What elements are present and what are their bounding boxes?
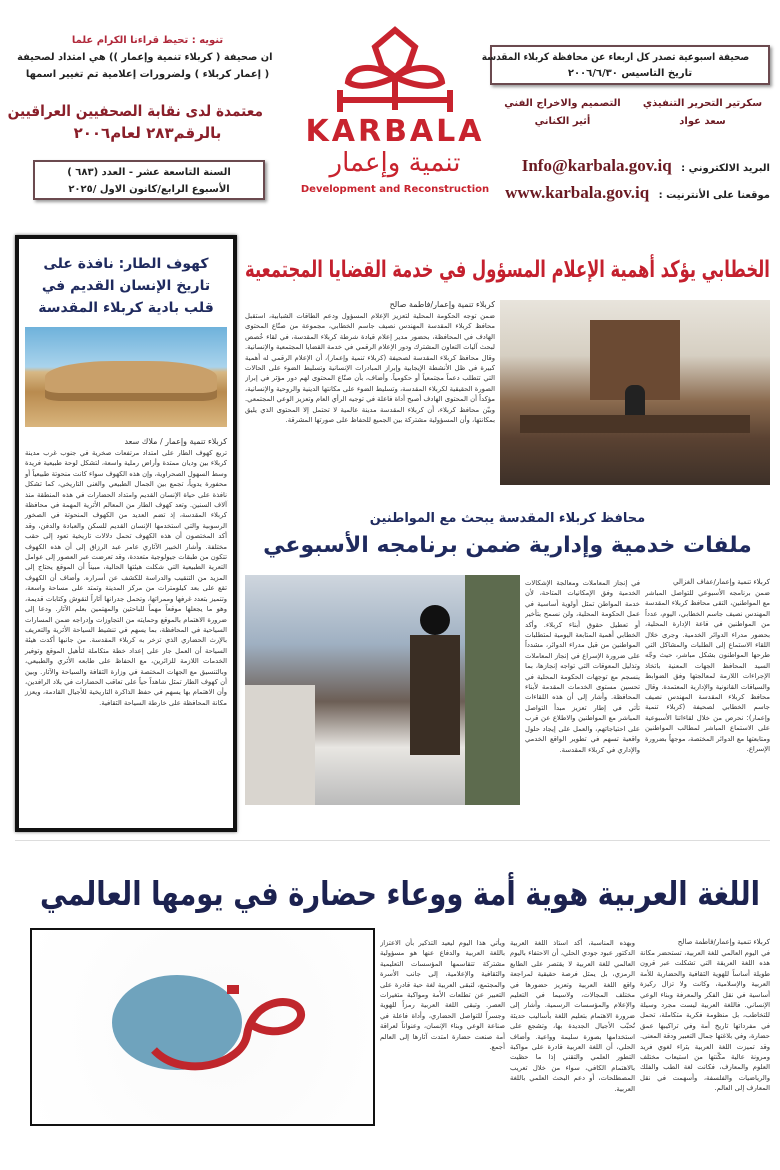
founding-date: تاريخ التاسيس ٢٠٠٦/٦/٣٠ [567,68,693,79]
issue-number: السنة التاسعة عشر - العدد (٦٨٣ ) [67,167,231,178]
article-3-column-1 [640,938,770,1163]
article-3-body: ويأتي هذا اليوم ليعيد التذكير بأن الاعتزاز باللغة العربية والدفاع عنها هو مسؤولية مشتركة تتقاسمها المؤسسات التعليمية والثقافية والإعلامية، إلى جانب الأسرة والمجتمع، لتبقى العربية لغة حية قادرة على التعبير عن تطلعات الأمة ومواكبة متغيرات العصر. وتبقى اللغة العربية رمزاً للهوية وجسراً للتواصل الحضاري، وأداة فاعلة في صناعة الوعي وبناء الإنسان، وعنواناً لعراقة أمة صنعت حضارة امتدت آثارها إلى العالم أجمع. [380,939,505,1052]
article-3-byline: كربلاء تنمية وإعمار/فاطمة صالح [677,938,770,946]
accreditation-line: معتمدة لدى نقابة الصحفيين العراقيين [7,102,264,120]
notice-line: ان صحيفة ( كربلاء تنمية وإعمار )) هي امتداد لصحيفة [17,52,273,63]
article-2-body: في إنجاز المعاملات ومعالجة الإشكالات الخدمية وفق الإمكانيات المتاحة، لأن خدمة المواطن تمثل أولوية أساسية في عمل الحكومة المحلية، ولن نسمح بتأخير أو تعطيل حقوق أبناء كربلاء. وأكد الخطابي أهمية المتابعة اليومية لمتطلبات المواطنين من قبل مدراء الدوائر، مشدداً على ضرورة الإسراع في إنجاز المعاملات وتذليل المعوقات التي تواجه إنجازها، بما ينسجم مع توجهات الحكومة المحلية في تحسين مستوى الخدمات المقدمة لأبناء المحافظة. وأشار إلى أن هذه اللقاءات تأتي في إطار تعزيز مبدأ التواصل المباشر مع المواطنين والاطلاع عن قرب على احتياجاتهم، والعمل على إيجاد حلول واقعية تسهم في تطوير الواقع الخدمي والإداري في كربلاء المقدسة. [525,579,640,754]
notice-line: ( إعمار كربلاء ) ولضرورات إعلامية تم تغيير اسمها [25,69,270,80]
dad-letter-icon [32,930,375,1126]
article-3-body: في اليوم العالمي للغة العربية، تستحضر مكانة هذه اللغة العريقة التي تشكلت عبر قرون طويلة أساساً للهوية الثقافية والحضارية للأمة العربية والإسلامية، وكانت ولا تزال ركيزة أساسية في نقل الفكر والمعرفة وبناء الوعي الإنساني. فاللغة العربية ليست مجرد وسيلة للتخاطب، بل منظومة فكرية متكاملة، تحمل في مفرداتها تاريخ أمة وفي تراكيبها عمق حضارة، وفي بلاغتها جمال التعبير ودقة المعنى. وقد تميزت اللغة العربية بثراء لغوي فريد ومرونة عالية مكّنتها من استيعاب مختلف العلوم والمعارف، فكانت لغة الطب والفلك والرياضيات والفلسفة، وأسهمت في نقل المعارف إلى العالم. [640,949,770,1093]
website-link[interactable]: www.karbala.gov.iq [505,183,650,202]
meeting-photo [500,300,770,485]
staff-role: التصميم والاخراج الفني [504,98,621,109]
email-link[interactable]: Info@karbala.gov.iq [521,156,672,175]
notice-lead: تنويه : تحيط قراءنا الكرام علما [71,35,224,46]
lotus-emblem-icon [300,22,490,117]
article-2-byline: كربلاء تنمية وإعمار/عفاف الغزالي [672,578,770,586]
karbala-logo [300,22,490,202]
logo-english-subtitle: Development and Reconstruction [300,184,490,195]
article-2-column-2 [525,578,640,808]
arabic-calligraphy-image [30,928,375,1126]
issue-info-box [33,160,265,200]
sidebar-byline: كربلاء تنمية وإعمار / ملاك سعد [124,437,227,446]
email-label: البريد الالكتروني : [681,163,770,174]
article-3-column-2 [510,938,635,1163]
article-2-column-1 [645,578,770,808]
article-2-kicker: محافظ كربلاء المقدسة يبحث مع المواطنين [369,511,646,526]
article-1-headline: الخطابي يؤكد أهمية الإعلام المسؤول في خدمة القضايا المجتمعية [245,257,770,283]
article-3-column-3 [380,938,505,1163]
logo-arabic-subtitle: تنمية وإعمار [329,148,461,178]
article-1-body: ضمن توجه الحكومة المحلية لتعزيز الإعلام المسؤول ودعم الطاقات الشبابية، استقبل محافظ كربلاء المقدسة المهندس نصيف جاسم الخطابي، مجموعة من صنّاع المحتوى الهادف في المحافظة، بحضور مدير إعلام قيادة شرطة كربلاء المقدسة، في لقاء خُصص لبحث آليات التعاون المشترك ودور الإعلام الرقمي في خدمة القضايا المجتمعية والإنسانية. وقال محافظ كربلاء المقدسة لصحيفة (كربلاء تنمية وإعمار)، أن الإعلام الرقمي له أهمية كبيرة في ظل الأنشطة الإيجابية وإبراز المبادرات الإنسانية وتسليط الضوء على الحالات التي تتطلب دعماً مجتمعياً أو حكومياً. وأضاف، بأن صنّاع المحتوى لهم دور مؤثر في إبراز الصورة الحقيقية لكربلاء المقدسة، وتسليط الضوء على مكانتها الدينية والروحية والإنسانية، مؤكداً أن المحتوى الهادف أصبح أداة فاعلة في توجيه الرأي العام وتعزيز الوعي المجتمعي. وبيّن محافظ كربلاء، أن كربلاء المقدسة مدينة عالمية لا تحتمل إلا المحتوى الذي يليق بمكانتها، وأن المسؤولية مشتركة بين الجميع للحفاظ على صورتها المشرقة. [245,312,495,425]
accreditation [7,100,275,144]
publication-info-box [481,45,770,85]
article-1-text [245,300,495,490]
article-1-byline: كربلاء تنمية وإعمار/فاطمة صالح [389,300,495,309]
name-change-notice [17,32,275,83]
publication-frequency: صحيفة اسبوعية تصدر كل اربعاء عن محافظة كربلاء المقدسة [481,52,750,63]
section-divider [15,840,770,841]
article-2-headline: ملفات خدمية وإدارية ضمن برنامجه الأسبوعي [263,533,752,558]
staff-credit [495,95,630,131]
staff-name: أثير الكناني [534,116,591,127]
sidebar-article [15,235,237,832]
desert-caves-photo [25,327,227,427]
governor-meeting-photo [245,575,520,805]
accreditation-number: بالرقم٢٨٣ لعام٢٠٠٦ [73,124,222,142]
staff-credit [635,95,770,131]
sidebar-headline: كهوف الطار: نافذة على تاريخ الإنسان القديم في قلب بادية كربلاء المقدسة [38,256,214,316]
email-contact [490,155,770,180]
article-3-body: وبهذه المناسبة، أكد استاذ اللغة العربية الدكتور عبود جودي الحلي، أن الاحتفاء باليوم العالمي للغة العربية لا يقتصر على الطابع الرمزي، بل يمثل فرصة حقيقية لمراجعة واقع اللغة العربية وتعزيز حضورها في مختلف المجالات، ولاسيما في التعليم والإعلام والمؤسسات الرسمية. وأشار إلى ضرورة الاهتمام بتعليم اللغة بأساليب حديثة تُحبّب الأجيال الجديدة بها، وتشجع على استخدامها بصورة سليمة وواعية. وأضاف الحلي، أن اللغة العربية قادرة على مواكبة التطور العلمي والتقني إذا ما حظيت بالاهتمام الكافي، سواء من خلال تعريب المصطلحات، أو دعم البحث العلمي باللغة العربية. [510,939,635,1093]
staff-role: سكرتير التحرير التنفيذي [642,98,763,109]
sidebar-body: تربع كهوف الطار على امتداد مرتفعات صخرية في جنوب غرب مدينة كربلاء بين وديان ممتدة وأراض رملية واسعة، لتشكل لوحة طبيعية فريدة وسط السهول الصحراوية، وإن هذه الكهوف سواء كانت منحوتة طبيعياً أو محفورة يدوياً، تجمع بين الجمال الطبيعي والغنى التاريخي، كما تشكل نافذة على حياة الإنسان القديم وامتداد الحضارات في هذه المنطقة منذ آلاف السنين. وتعد كهوف الطار من المعالم الأثرية المهمة في محافظة كربلاء المقدسة، إذ تضم العديد من الكهوف المنحوتة في الصخور الرسوبية والتي استخدمها الإنسان القديم للسكن والعبادة والدفن، وقد أكد المختصون أن هذه الكهوف تحمل دلالات تاريخية تعود إلى حقب مختلفة. وأشار الخبير الآثاري عامر عبد الرزاق إلى أن هذه الكهوف تتكون من طبقات جيولوجية متعددة، وقد تعرضت عبر العصور إلى عوامل التعرية الطبيعية التي شكلت هيئتها الحالية، مبيناً أن الموقع يحتاج إلى المزيد من التنقيب والدراسة للكشف عن أسراره. وأضاف أن الكهوف تقع على بعد كيلومترات من مركز المدينة وتمتد على مساحة واسعة، وتتميز بتعدد غرفها وممراتها، وتحمل جدرانها آثاراً لنقوش وكتابات قديمة، وهو ما يجعلها موقعاً مهماً للباحثين والمهتمين بعلم الآثار. ودعا إلى ضرورة الاهتمام بالموقع وحمايته من التجاوزات وإدراجه ضمن المسارات السياحية في المحافظة، بما يسهم في تنشيط السياحة الأثرية والتعريف بالإرث الحضاري الذي تزخر به كربلاء المقدسة. من جانبها أكدت هيئة السياحة أن العمل جار على إعداد خطة متكاملة لتأهيل الموقع وتوفير الخدمات اللازمة للزائرين، مع الحفاظ على طابعه الأثري والطبيعي، وبالتنسيق مع الجهات المختصة في وزارة الثقافة والسياحة والآثار. وبين أن كهوف الطار تمثل شاهداً حياً على تعاقب الحضارات في بلاد الرافدين، وأن الاهتمام بها يسهم في حفظ الذاكرة التاريخية للأجيال القادمة، ويعزز مكانة المحافظة على خارطة السياحة الثقافية. [25,449,227,707]
article-2-body: ضمن برنامجه الأسبوعي للتواصل المباشر مع المواطنين، التقى محافظ كربلاء المقدسة المهندس نصيف جاسم الخطابي، اليوم، عدداً من المواطنين في قاعة الإدارة المحلية، بحضور مدراء الدوائر الخدمية. وجرى خلال اللقاء الاستماع إلى الطلبات والمشاكل التي طرحها المواطنون بشكل مباشر، حيث وجّه السيد المحافظ الجهات المعنية باتخاذ الإجراءات اللازمة لمعالجتها وفق الضوابط والسياقات القانونية والإدارية المعتمدة. وقال محافظ كربلاء المقدسة المهندس نصيف جاسم الخطابي لصحيفة (كربلاء تنمية وإعمار): نحرص من خلال لقاءاتنا الأسبوعية على الاستماع المباشر لمطالب المواطنين ومتابعتها مع الدوائر المختصة، موجهاً بضرورة الإسراع. [645,589,770,754]
staff-name: سعد عواد [679,116,726,127]
website-label: موقعنا على الأنترنيت : [658,190,770,201]
article-3-headline: اللغة العربية هوية أمة ووعاء حضارة في يومها العالمي [40,874,760,913]
website-contact [490,182,770,207]
issue-date: الأسبوع الرابع/كانون الاول /٢٠٢٥ [68,184,230,195]
logo-latin-text: KARBALA [305,114,485,149]
